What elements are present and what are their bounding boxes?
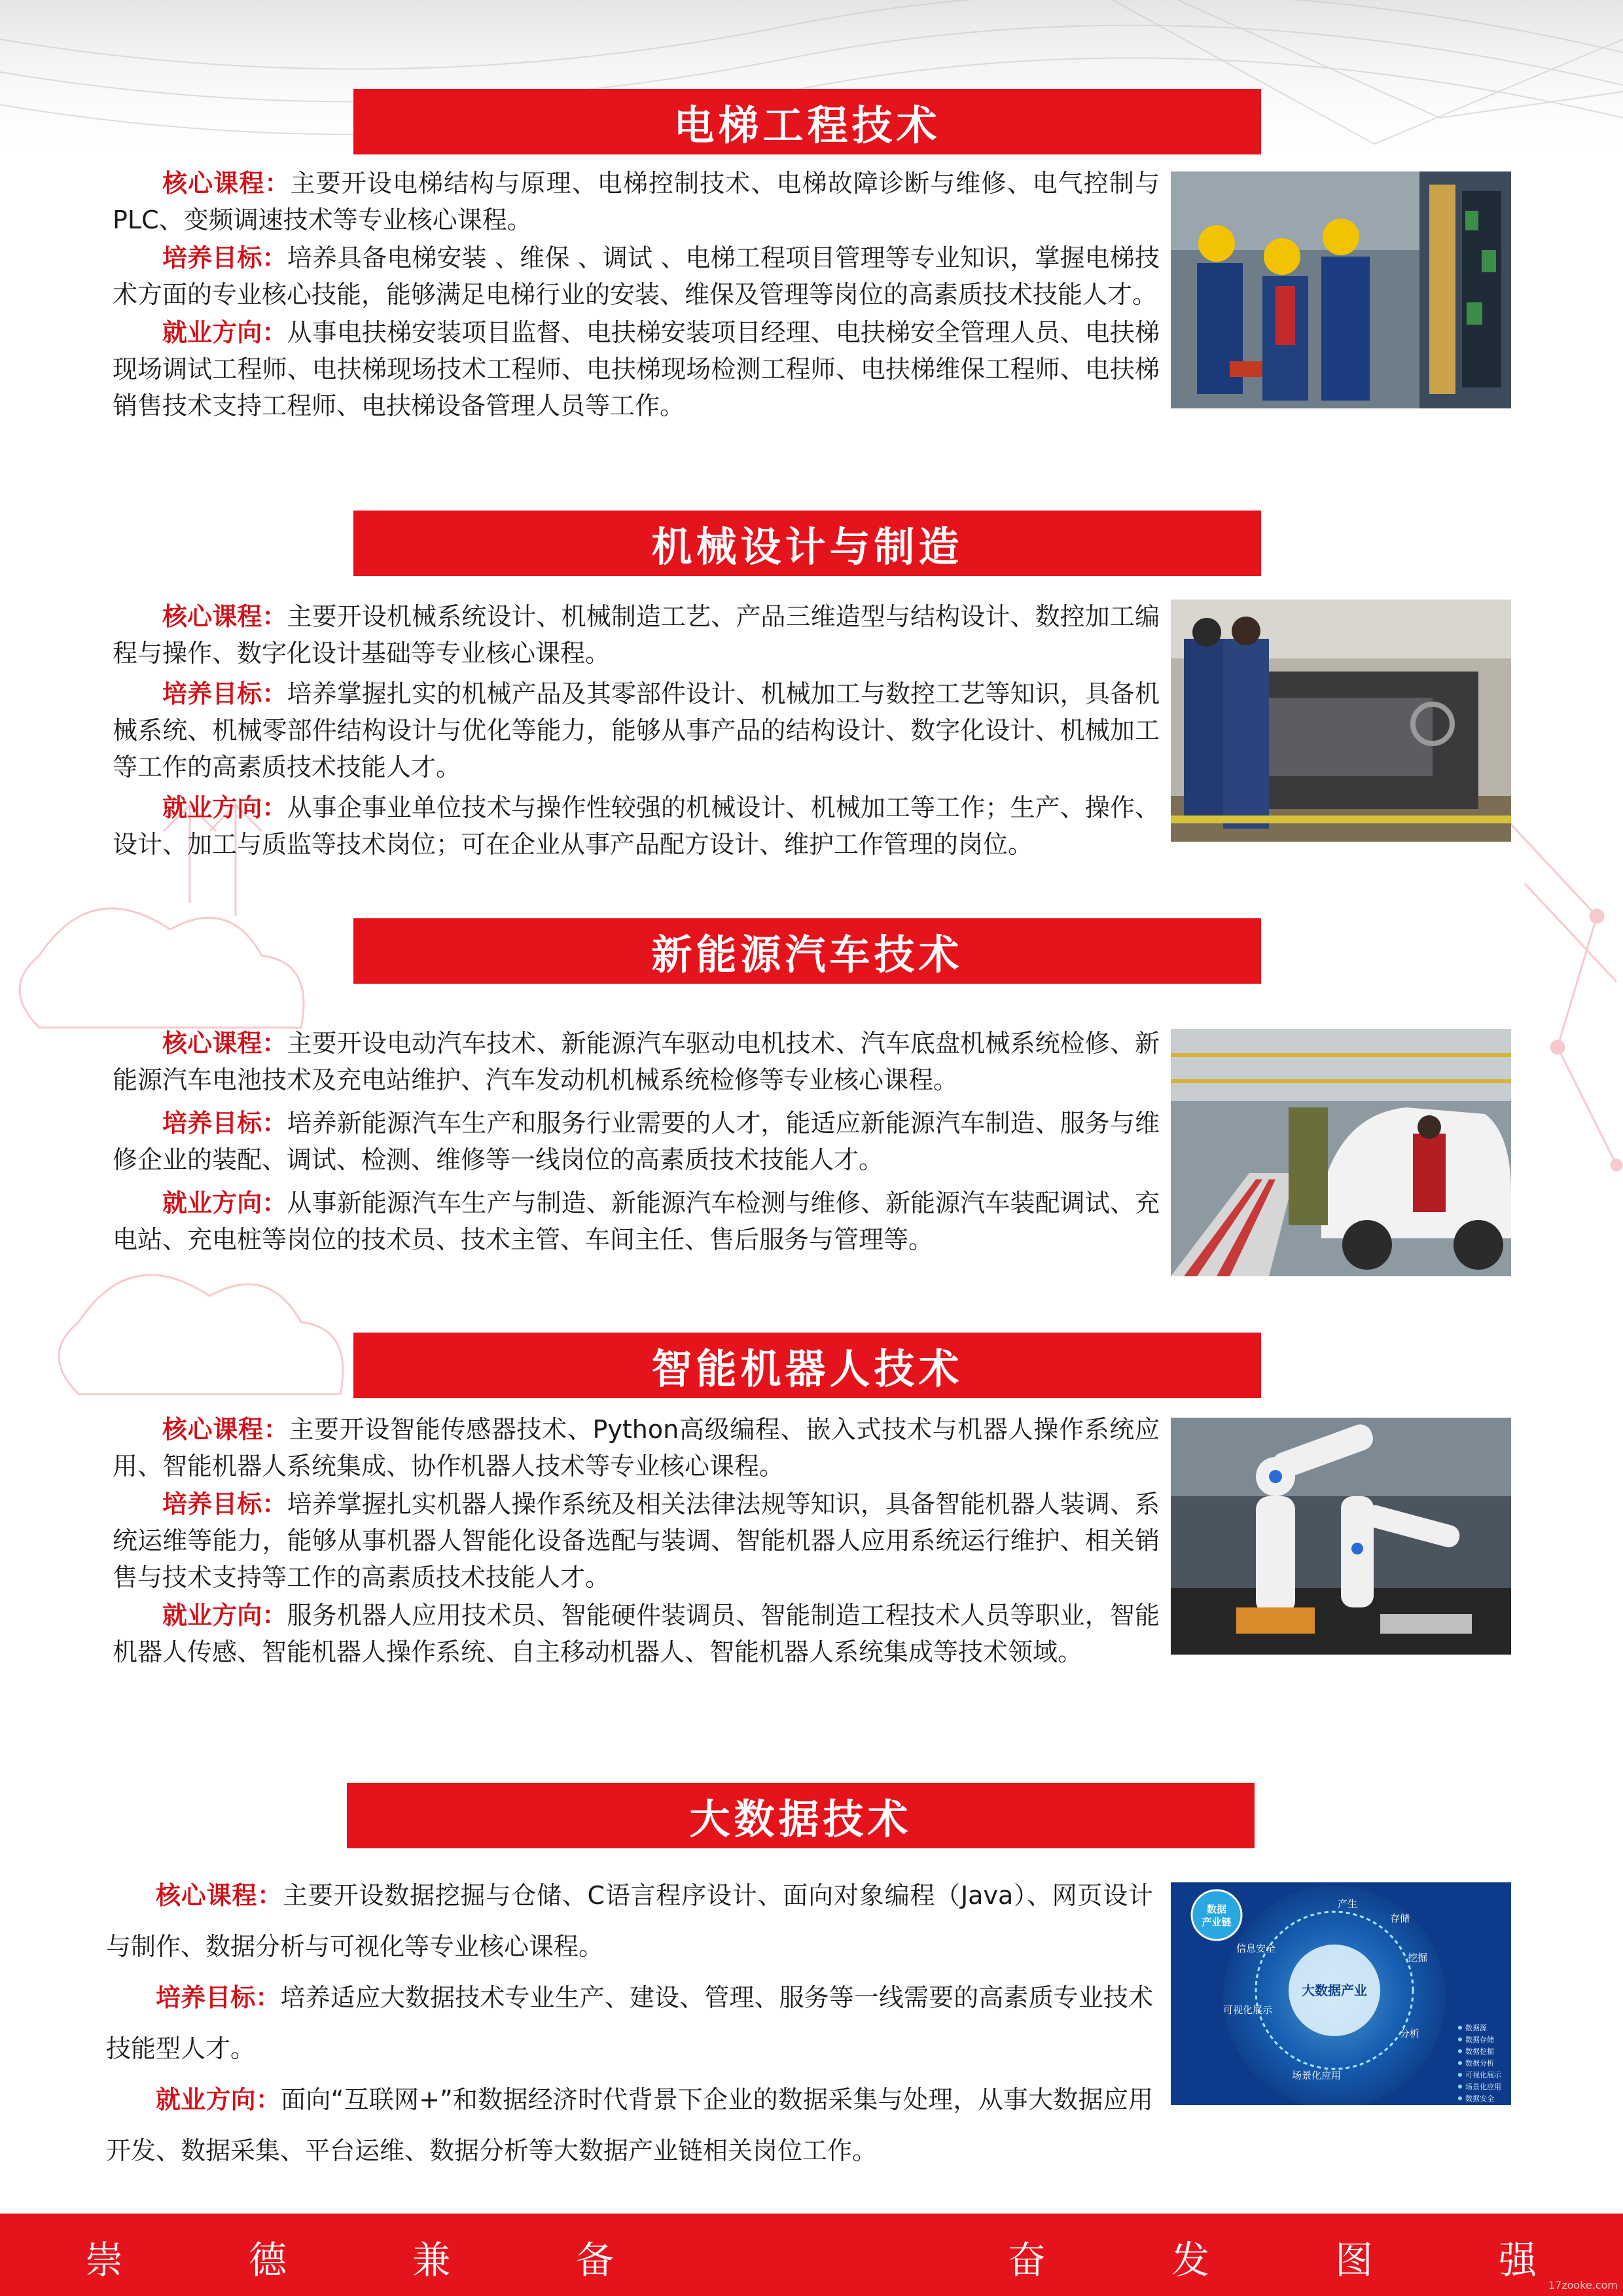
core-courses-paragraph: 核心课程：主要开设数据挖掘与仓储、C语言程序设计、面向对象编程（Java）、网页设计与制作、数据分析与可视化等专业核心课程。 — [106, 1881, 1153, 1961]
ring-label: 产生 — [1338, 1898, 1358, 1910]
ring-label: 可视化展示 — [1223, 2004, 1273, 2016]
ring-label: 信息安全 — [1236, 1943, 1276, 1954]
machining-workers-photo — [1171, 600, 1511, 842]
section-body — [113, 1025, 1160, 1258]
section-banner — [353, 89, 1261, 154]
legend-item: 数据挖掘 — [1465, 2047, 1494, 2056]
ring-label: 场景化应用 — [1292, 2070, 1342, 2081]
slogan-char: 发 — [1171, 2238, 1210, 2282]
car-assembly-photo — [1171, 1029, 1511, 1276]
training-goal-paragraph: 培养目标：培养具备电梯安装 、维保 、调试 、电梯工程项目管理等专业知识，掌握电梯技术方面的专业核心技能，能够满足电梯行业的安装、维保及管理等岗位的高素质技术技能人才。 — [113, 243, 1160, 309]
ring-label: 存储 — [1390, 1912, 1410, 1924]
slogan-char: 兼 — [412, 2238, 451, 2282]
section-title: 新能源汽车技术 — [651, 930, 963, 978]
ring-label: 挖掘 — [1408, 1952, 1428, 1964]
career-paragraph: 就业方向：从事电扶梯安装项目监督、电扶梯安装项目经理、电扶梯安全管理人员、电扶梯现场调试工程师、电扶梯现场技术工程师、电扶梯现场检测工程师、电扶梯维保工程师、电扶梯销售技术支持工程师、电扶梯设备管理人员等工作。 — [113, 318, 1160, 420]
section-title: 电梯工程技术 — [673, 101, 941, 149]
core-courses-paragraph: 核心课程：主要开设机械系统设计、机械制造工艺、产品三维造型与结构设计、数控加工编程与操作、数字化设计基础等专业核心课程。 — [113, 602, 1160, 668]
slogan-char: 图 — [1335, 2238, 1374, 2282]
slogan-char: 备 — [576, 2238, 615, 2282]
slogan-char: 德 — [249, 2238, 287, 2282]
slogan-char: 强 — [1499, 2238, 1537, 2282]
legend-item: 可视化展示 — [1465, 2071, 1501, 2079]
section-title: 大数据技术 — [689, 1795, 912, 1843]
section-body — [113, 598, 1160, 863]
training-goal-paragraph: 培养目标：培养新能源汽车生产和服务行业需要的人才，能适应新能源汽车制造、服务与维修企业的装配、调试、检测、维修等一线岗位的高素质技术技能人才。 — [113, 1109, 1160, 1174]
slogan-char: 奋 — [1008, 2238, 1046, 2282]
core-courses-paragraph: 核心课程：主要开设智能传感器技术、Python高级编程、嵌入式技术与机器人操作系统应用、智能机器人系统集成、协作机器人技术等专业核心课程。 — [113, 1415, 1160, 1480]
section-banner — [353, 511, 1261, 576]
section-body — [113, 165, 1160, 424]
diagram-badge-label-2: 产业链 — [1202, 1916, 1232, 1928]
diagram-badge-label: 数据 — [1206, 1903, 1227, 1915]
career-paragraph: 就业方向：服务机器人应用技术员、智能硬件装调员、智能制造工程技术人员等职业，智能机器人传感、智能机器人操作系统、自主移动机器人、智能机器人系统集成等技术领域。 — [113, 1601, 1160, 1666]
legend-item: 数据安全 — [1465, 2094, 1494, 2103]
training-goal-paragraph: 培养目标：培养适应大数据技术专业生产、建设、管理、服务等一线需要的高素质专业技术技能型人才。 — [106, 1983, 1153, 2063]
section-title: 智能机器人技术 — [651, 1344, 963, 1393]
core-courses-paragraph: 核心课程：主要开设电梯结构与原理、电梯控制技术、电梯故障诊断与维修、电气控制与PLC、变频调速技术等专业核心课程。 — [113, 169, 1160, 234]
section-title: 机械设计与制造 — [651, 522, 963, 571]
elevator-workers-photo — [1171, 171, 1511, 408]
section-banner — [347, 1783, 1255, 1848]
career-paragraph: 就业方向：从事新能源汽车生产与制造、新能源汽车检测与维修、新能源汽车装配调试、充电站、充电桩等岗位的技术员、技术主管、车间主任、售后服务与管理等。 — [113, 1189, 1160, 1254]
legend-item: 数据分析 — [1465, 2059, 1494, 2068]
slogan-char: 崇 — [85, 2238, 124, 2282]
section-banner — [353, 1333, 1261, 1398]
legend-item: 场景化应用 — [1465, 2083, 1501, 2091]
career-paragraph: 就业方向：面向“互联网+”和数据经济时代背景下企业的数据采集与处理，从事大数据应用开发、数据采集、平台运维、数据分析等大数据产业链相关岗位工作。 — [106, 2085, 1153, 2165]
watermark: 17zooke.com — [1548, 2279, 1618, 2291]
diagram-center-label: 大数据产业 — [1302, 1982, 1367, 1998]
training-goal-paragraph: 培养目标：培养掌握扎实机器人操作系统及相关法律法规等知识，具备智能机器人装调、系统运维等能力，能够从事机器人智能化设备选配与装调、智能机器人应用系统运行维护、相关销售与技术支持等工作的高素质技术技能人才。 — [113, 1490, 1160, 1592]
training-goal-paragraph: 培养目标：培养掌握扎实的机械产品及其零部件设计、机械加工与数控工艺等知识，具备机械系统、机械零部件结构设计与优化等能力，能够从事产品的结构设计、数字化设计、机械加工等工作的高素质技术技能人才。 — [113, 679, 1160, 781]
section-body — [106, 1870, 1153, 2176]
core-courses-paragraph: 核心课程：主要开设电动汽车技术、新能源汽车驱动电机技术、汽车底盘机械系统检修、新能源汽车电池技术及充电站维护、汽车发动机机械系统检修等专业核心课程。 — [113, 1029, 1160, 1094]
section-body — [113, 1411, 1160, 1670]
bigdata-industry-chain-diagram — [1171, 1882, 1511, 2105]
ring-label: 分析 — [1400, 2028, 1420, 2039]
section-banner — [353, 918, 1261, 984]
legend-item: 数据源 — [1465, 2024, 1487, 2032]
robot-arms-photo — [1171, 1418, 1511, 1655]
career-paragraph: 就业方向：从事企事业单位技术与操作性较强的机械设计、机械加工等工作；生产、操作、设计、加工与质监等技术岗位；可在企业从事产品配方设计、维护工作管理的岗位。 — [113, 793, 1160, 859]
legend-item: 数据存储 — [1465, 2036, 1494, 2044]
